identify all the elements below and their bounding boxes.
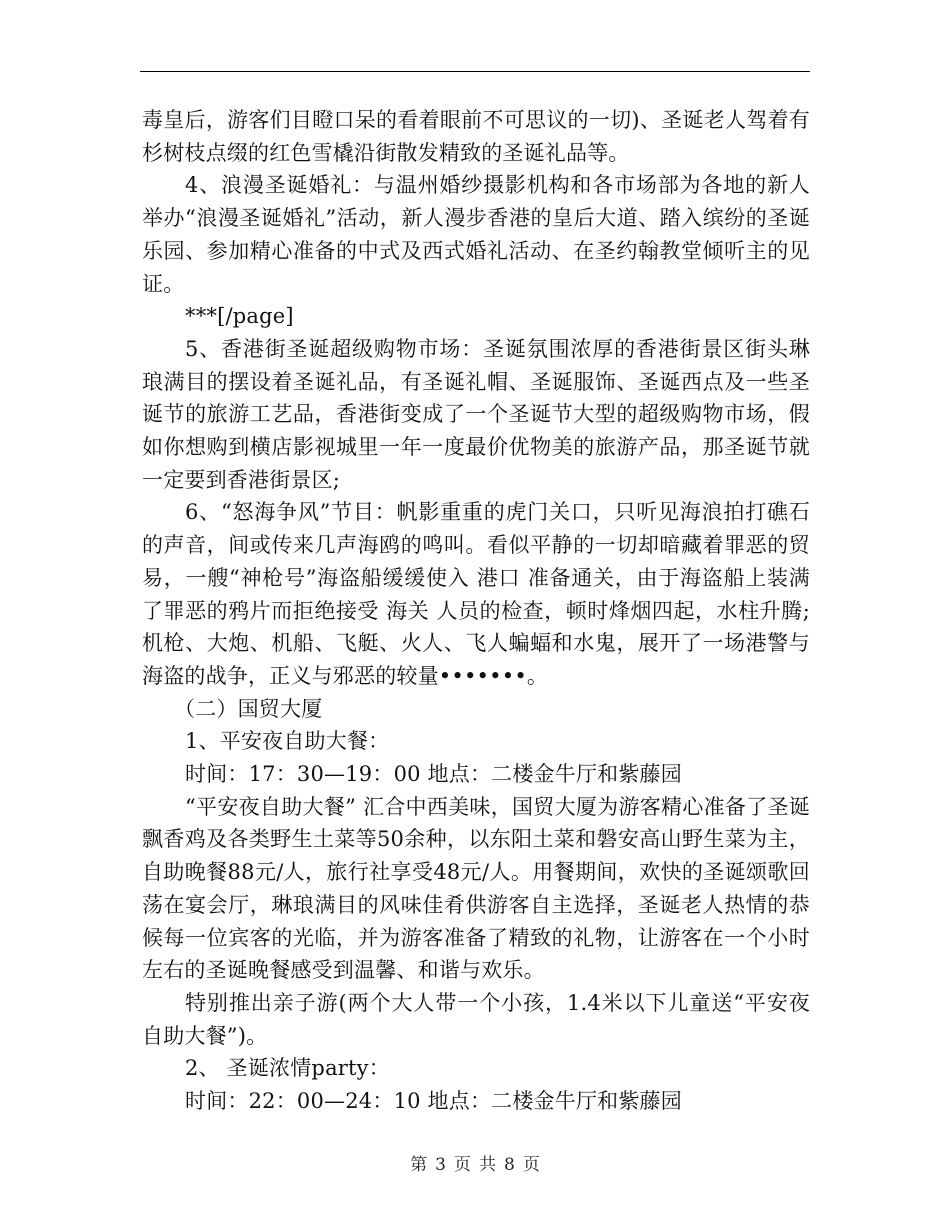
paragraph-item-6-show: 6、“怒海争风”节目：帆影重重的虎门关口，只听见海浪拍打礁石的声音，间或传来几声海鸥的鸣叫。看似平静的一切却暗藏着罪恶的贸易，一艘“神枪号”海盗船缓缓使入 港口 准备通关，由于海盗船上装满了罪恶的鸦片而拒绝接受 海关 人员的检查，顿时烽烟四起，水柱升腾;机枪、大炮、机船、飞艇、火人、飞人蝙蝠和水鬼，展开了一场港警与海盗的战争，正义与邪恶的较量•••••••。 (142, 500, 810, 688)
footer-prefix: 第 (410, 1155, 428, 1175)
footer-current-page: 3 (435, 1155, 446, 1175)
paragraph-buffet-description: “平安夜自助大餐” 汇合中西美味，国贸大厦为游客精心准备了圣诞飘香鸡及各类野生土菜等50余种，以东阳土菜和磐安高山野生菜为主，自助晚餐88元/人，旅行社享受48元/人。用餐期间，欢快的圣诞颂歌回荡在宴会厅，琳琅满目的风味佳肴供游客自主选择，圣诞老人热情的恭候每一位宾客的光临，并为游客准备了精致的礼物，让游客在一个小时左右的圣诞晚餐感受到温馨、和谐与欢乐。 (142, 794, 810, 983)
section-heading-guomao: （二）国贸大厦 (174, 696, 323, 721)
party-time-location: 时间：22：00—24：10 地点：二楼金牛厅和紫藤园 (185, 1089, 682, 1114)
buffet-time-location: 时间：17：30—19：00 地点：二楼金牛厅和紫藤园 (185, 762, 682, 787)
subheading-party: 2、 圣诞浓情party： (185, 1056, 390, 1081)
header-rule (140, 71, 810, 72)
paragraph-item-4-wedding: 4、浪漫圣诞婚礼：与温州婚纱摄影机构和各市场部为各地的新人举办“浪漫圣诞婚礼”活动，新人漫步香港的皇后大道、踏入缤纷的圣诞乐园、参加精心准备的中式及西式婚礼活动、在圣约翰教堂倾听主的见证。 (142, 173, 810, 296)
footer-suffix: 页 (522, 1155, 540, 1175)
page-footer (0, 1153, 950, 1177)
subheading-buffet: 1、平安夜自助大餐： (185, 729, 390, 754)
footer-page-word: 页 (454, 1155, 471, 1175)
paragraph-continuation: 毒皇后，游客们目瞪口呆的看着眼前不可思议的一切)、圣诞老人驾着有杉树枝点缀的红色雪橇沿街散发精致的圣诞礼品等。 (142, 108, 810, 165)
document-body (142, 104, 810, 1118)
paragraph-item-5-shopping: 5、香港街圣诞超级购物市场：圣诞氛围浓厚的香港街景区街头琳琅满目的摆设着圣诞礼品，有圣诞礼帽、圣诞服饰、圣诞西点及一些圣诞节的旅游工艺品，香港街变成了一个圣诞节大型的超级购物市场，假如你想购到横店影视城里一年一度最价优物美的旅游产品，那圣诞节就一定要到香港街景区; (142, 336, 810, 492)
paragraph-family-offer: 特别推出亲子游(两个大人带一个小孩，1.4米以下儿童送“平安夜自助大餐”)。 (142, 990, 810, 1048)
footer-total-word: 共 (479, 1155, 496, 1175)
page-marker: ***[/page] (185, 304, 294, 329)
footer-total-pages: 8 (504, 1155, 515, 1175)
